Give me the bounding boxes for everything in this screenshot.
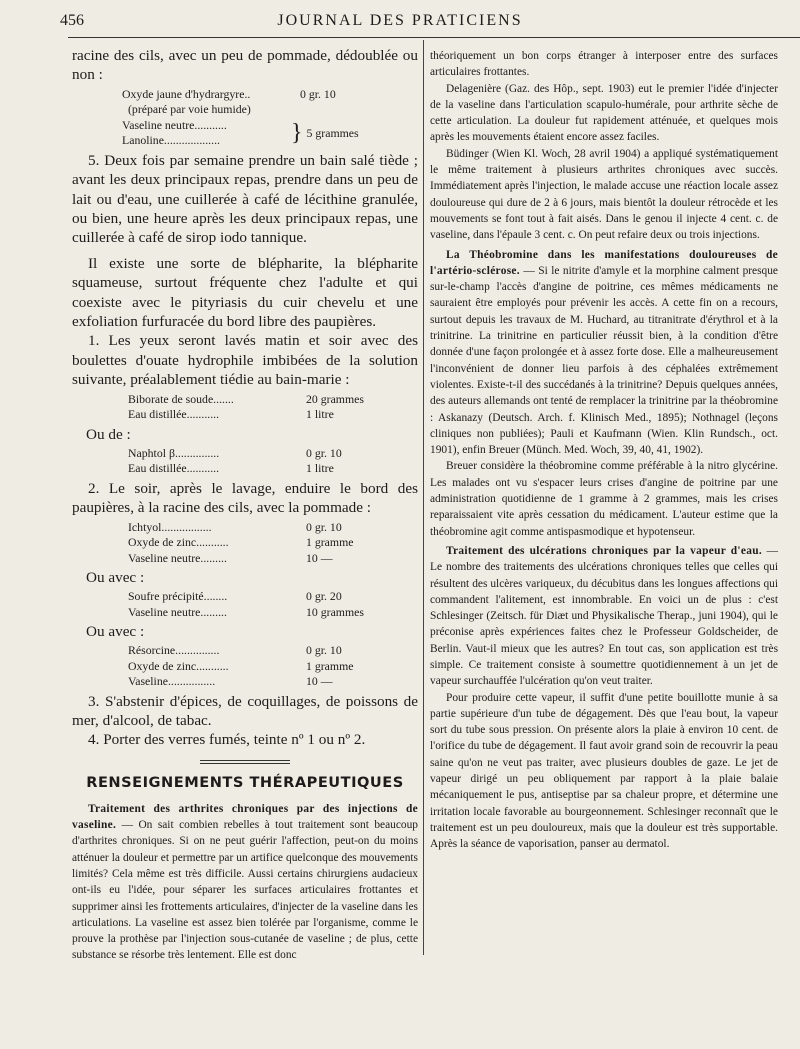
- paragraph-blepharite: Il existe une sorte de blépharite, la blépharite squameuse, surtout fréquente chez l'adulte et qui coexiste avec le pityriasis du cuir chevelu et une exfoliation furfuracée du bord libre des paupières.: [72, 254, 418, 331]
- recipe-dose: 5 grammes: [306, 125, 359, 140]
- arthrites-heading: Traitement des arthrites chroniques par des injections de vaseline.: [72, 802, 418, 832]
- recipe-item: Soufre précipité........: [128, 589, 228, 603]
- ulcerations-heading: Traitement des ulcérations chroniques par la vapeur d'eau.: [446, 544, 763, 557]
- page-header: [0, 0, 800, 40]
- recipe-item: Vaseline neutre...........: [122, 117, 227, 132]
- paragraph-1: 1. Les yeux seront lavés matin et soir avec des boulettes d'ouate hydrophile imbibées de la solution suivante, préalablement tiédie au bain-marie :: [72, 332, 418, 389]
- recipe-item: Ichtyol.................: [128, 519, 212, 534]
- recipe-item: Oxyde de zinc...........: [128, 535, 229, 549]
- budinger-paragraph: Büdinger (Wien Kl. Woch, 28 avril 1904) a appliqué systématiquement le même traitement à plusieurs arthrites chroniques avec succès. Immédiatement après l'injection, le malade accuse une réaction locale assez douloureuse qui dure de 2 à 6 jours, mais bientôt la douleur rétrocède et les mouvements se font tout à fait aisés. Dans le genou il injecte 4 cent. c. de vaseline, dans l'épaule 3 cent. c. On peut refaire deux ou trois injections.: [430, 147, 778, 242]
- ou-avec-label: Ou avec :: [86, 569, 145, 586]
- journal-title: JOURNAL DES PRATICIENS: [277, 12, 523, 29]
- brace-symbol: }: [291, 120, 303, 147]
- recipe-note: (préparé par voie humide): [128, 102, 251, 117]
- recipe-item: Biborate de soude.......: [128, 391, 234, 406]
- right-column: [430, 48, 778, 853]
- theobromine-paragraph: [430, 247, 778, 459]
- column-divider: [423, 40, 424, 955]
- recipe-dose: 1 litre: [306, 461, 334, 476]
- recipe-dose: 10 —: [306, 550, 333, 565]
- left-column: [72, 46, 418, 964]
- recipe-item: Oxyde jaune d'hydrargyre..: [122, 86, 251, 101]
- recipe-dose: 1 litre: [306, 407, 334, 422]
- recipe-6: [128, 643, 418, 690]
- arthrites-continued: théoriquement un bon corps étranger à interposer entre des surfaces articulaires frottantes.: [430, 50, 778, 79]
- arthrites-paragraph: [72, 801, 418, 964]
- breuer-paragraph: Breuer considère la théobromine comme préférable à la nitro glycérine. Les malades ont vu s'espacer leurs crises d'angine de poitrine par une administration quotidienne de 1 gramme à 2 grammes, mais les crises reparaissaient vite après cessation du médicament. L'auteur estime que la théobromine agit comme antispasmodique et hypotenseur.: [430, 460, 778, 538]
- recipe-dose: 20 grammes: [306, 391, 364, 406]
- section-rule: [200, 760, 290, 764]
- theobromine-heading: La Théobromine dans les manifestations douloureuses de l'artério-sclérose.: [430, 248, 778, 277]
- page-number: 456: [60, 12, 84, 29]
- paragraph-5: 5. Deux fois par semaine prendre un bain salé tiède ; avant les deux principaux repas, prendre dans un peu de lait ou d'eau, une cuillerée à café de lécithine granulée, ou bien, une heure après les deux principaux repas, une cuillerée à café de sirop iodo tannique.: [72, 151, 418, 247]
- section-title: RENSEIGNEMENTS THÉRAPEUTIQUES: [86, 773, 404, 791]
- paragraph-2: 2. Le soir, après le lavage, enduire le bord des paupières, à la racine des cils, avec la pommade :: [72, 479, 418, 517]
- recipe-dose: 10 —: [306, 674, 333, 688]
- recipe-3: [128, 446, 418, 477]
- recipe-dose: 10 grammes: [306, 604, 364, 619]
- ou-avec-label: Ou avec :: [86, 623, 145, 640]
- recipe-dose: 1 gramme: [306, 658, 354, 673]
- header-rule: [68, 37, 800, 38]
- recipe-dose: 0 gr. 10: [306, 519, 342, 534]
- ulcerations-paragraph: [430, 543, 778, 690]
- intro-text: racine des cils, avec un peu de pommade, dédoublée ou non :: [72, 47, 418, 84]
- recipe-item: Lanoline...................: [122, 133, 220, 148]
- recipe-dose: 0 gr. 10: [306, 445, 342, 460]
- vapeur-paragraph: Pour produire cette vapeur, il suffit d'une petite bouillotte munie à sa partie supérieure d'un tube de dégagement. Dès que l'eau bout, la vapeur sort du tube sous pression. On présente alors la plaie à environ 10 cent. de l'orifice du tube de dégagement. Il faut avoir grand soin de recouvrir la peau saine qu'on ne veut pas traiter, avec plusieurs doubles de gaze. Le jet de vapeur dirigé un peu obliquement par rapport à la plaie balaie mécaniquement le pus, antiseptise par sa chaleur propre, et détermine une irritation locale favorable au bourgeonnement. Schlesinger reconnaît que le traitement est un peu douloureux, mais que la douleur est très supportable. Après la séance de vaporisation, panser au dermatol.: [430, 691, 778, 851]
- recipe-1: [122, 87, 418, 149]
- paragraph-4: 4. Porter des verres fumés, teinte nº 1 ou nº 2.: [88, 731, 366, 749]
- recipe-item: Oxyde de zinc...........: [128, 658, 229, 673]
- recipe-item: Naphtol β...............: [128, 445, 220, 460]
- delageniere-paragraph: Delagenière (Gaz. des Hôp., sept. 1903) eut le premier l'idée d'injecter de la vaseline dans l'articulation scapulo-humérale, pour arthrite sèche de cette articulation. La douleur fut rapidement atténuée, et quelques mois après les mouvements étaient encore assez faciles.: [430, 82, 778, 144]
- recipe-item: Résorcine...............: [128, 643, 220, 657]
- recipe-item: Eau distillée...........: [128, 461, 220, 476]
- paragraph-3: 3. S'abstenir d'épices, de coquillages, de poissons de mer, d'alcool, de tabac.: [72, 692, 418, 729]
- recipe-item: Vaseline neutre.........: [128, 604, 227, 619]
- recipe-item: Eau distillée...........: [128, 407, 220, 422]
- arthrites-text: — On sait combien rebelles à tout traitement sont beaucoup d'arthrites chroniques. Si on ne peut guérir l'affection, peut-on du moins atténuer la douleur et permettre par un artifice quelconque des mouvements limités? Cela même est très difficile. Aussi certains chirurgiens audacieux ont-ils eu l'idée, pour séparer les surfaces articulaires frottantes et supprimer ainsi les frottements articulaires, d'injecter de la vaseline dans les articulations. La vaseline est assez bien tolérée par l'organisme, comme le prouve la prothèse par l'injection sous-cutanée de vaseline ; de plus, cette substance se résorbe très lentement. Elle est donc: [72, 819, 418, 962]
- recipe-item: Vaseline................: [128, 674, 216, 688]
- recipe-5: [128, 589, 418, 620]
- recipe-dose: 0 gr. 10: [300, 86, 336, 101]
- recipe-2: [128, 392, 418, 423]
- recipe-item: Vaseline neutre.........: [128, 550, 227, 565]
- recipe-dose: 0 gr. 10: [306, 643, 342, 657]
- recipe-4: [128, 520, 418, 567]
- recipe-dose: 0 gr. 20: [306, 589, 342, 603]
- theobromine-text: — Si le nitrite d'amyle et la morphine calment presque sur-le-champ l'accès d'angine de poitrine, ces mêmes médicaments ne sauraient être employés pour prévenir les accès. A cette fin on a recours, surtout depuis les travaux de M. Huchard, au titranitrate d'érythrol et à la trinitrine. La trinitrine en particulier réussit bien, à la condition d'être donnée d'une façon prolongée et à assez forte dose. Elle a malheureusement l'inconvénient de donner lieu parfois à des céphalées extrêmement violentes. Existe-t-il des succédanés à la trinitrine? Depuis quelques années, des auteurs allemands ont tenté de remplacer la trinitrine par la théobromine : Askanazy (Deutsch. Arch. f. Klinisch Med., 1895); Nothnagel (leçons cliniques non publiées); Pauli et Kaufmann (Wien. Klin Rundsch., oct. 1901), enfin Breuer (Münch. Med. Woch, 39, 40, 41, 1902).: [430, 264, 778, 457]
- recipe-dose: 1 gramme: [306, 535, 354, 549]
- ulcerations-text: — Le nombre des traitements des ulcérations chroniques telles que celles qui résultent des ulcères variqueux, du décubitus dans les longues affections qui commandent l'alitement, est innombrable. En voici un de plus : c'est Schlesinger (Zeitsch. für Diæt und Physikalische Therap., juni 1904), qui le préconise après expériences faites chez le Professeur Goldscheider, de Berlin. Vaut-il mieux que les autres? En tout cas, son application est très simple. Ce traitement consiste à soumettre quotidiennement à un jet de vapeur surchauffée l'ulcération qu'on veut traiter.: [430, 544, 778, 688]
- ou-de-label: Ou de :: [86, 425, 131, 443]
